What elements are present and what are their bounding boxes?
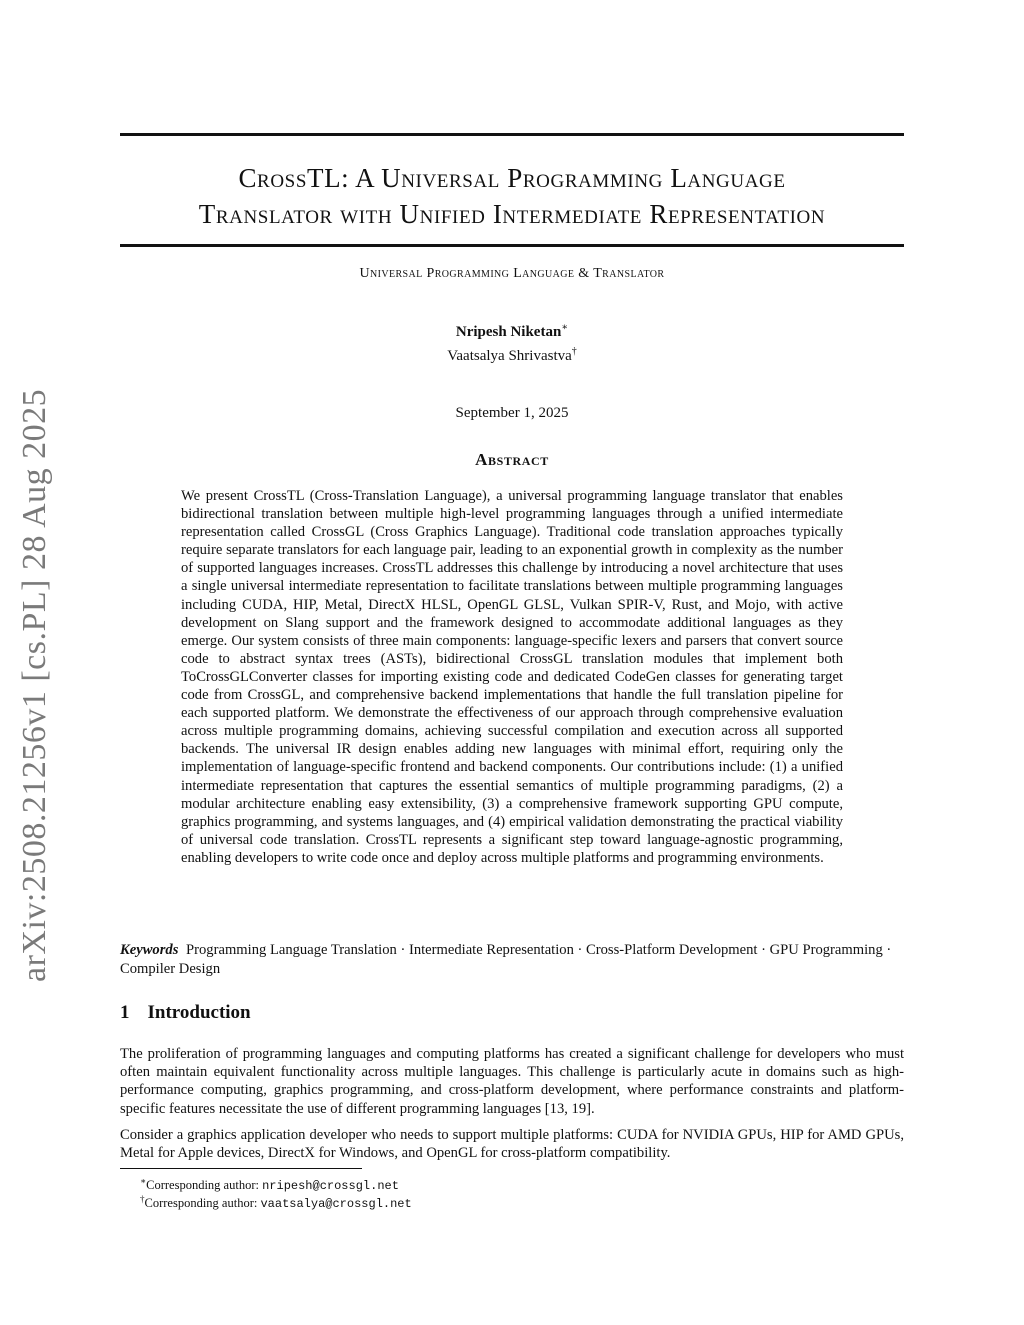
author-2-mark: † [571, 346, 577, 357]
footnote-1-mark: ∗ [140, 1176, 147, 1186]
running-title: Universal Programming Language & Translator [359, 266, 665, 281]
title-line-1: CrossTL: A Universal Programming Language [238, 163, 786, 193]
abstract-heading: Abstract [475, 450, 549, 469]
keywords-label: Keywords [120, 942, 179, 958]
arxiv-identifier-stamp: arXiv:2508.21256v1 [cs.PL] 28 Aug 2025 [16, 388, 53, 982]
section-number: 1 [120, 1002, 130, 1023]
publication-date: September 1, 2025 [455, 405, 569, 421]
footnote-rule [120, 1168, 362, 1169]
footnote-2-label: Corresponding author: [144, 1196, 258, 1211]
footnote-1-label: Corresponding author: [146, 1178, 259, 1193]
title-line-2: Translator with Unified Intermediate Representation [198, 199, 826, 229]
intro-paragraph-1: The proliferation of programming languages and computing platforms has created a significant challenge for developers who must often maintain equivalent functionality across multiple languages. This challenge is particularly acute in domains such as high-performance computing, graphics programming, and cross-platform development, where performance constraints and platform-specific features necessitate the use of different programming languages [13, 19]. [120, 1046, 904, 1117]
title-rule-top [120, 133, 904, 136]
footnote-2-mark: † [140, 1194, 145, 1204]
author-1-mark: ∗ [561, 322, 569, 333]
keywords-text: Programming Language Translation · Intermediate Representation · Cross-Platform Development · GPU Programming · Compiler Design [120, 942, 892, 977]
author-1-name: Nripesh Niketan [455, 324, 562, 340]
footnote-1-email[interactable]: nripesh@crossgl.net [262, 1179, 399, 1194]
author-2 [120, 342, 904, 366]
author-1 [120, 318, 904, 342]
footnote-2 [140, 1191, 904, 1212]
keywords-block [120, 941, 904, 978]
section-heading-introduction [120, 1002, 904, 1024]
abstract-text: We present CrossTL (Cross-Translation Language), a universal programming language translator that enables bidirectional translation between multiple high-level programming languages through a unified intermediate representation called CrossGL (Cross Graphics Language). Traditional code translation approaches typically require separate translators for each language pair, leading to an exponential growth in complexity as the number of supported languages increases. CrossTL addresses this challenge by introducing a novel architecture that uses a single universal intermediate representation to facilitate translations between multiple programming languages including CUDA, HIP, Metal, DirectX HLSL, OpenGL GLSL, Vulkan SPIR-V, Rust, and Mojo, with active development on Slang support and the framework designed to accommodate additional languages as they emerge. Our system consists of three main components: language-specific lexers and parsers that convert source code to abstract syntax trees (ASTs), bidirectional CrossGL translation modules that implement both ToCrossGLConverter classes for importing existing code and dedicated CodeGen classes for generating target code from CrossGL, and comprehensive backend implementations that handle the full translation pipeline for each supported platform. We demonstrate the effectiveness of our approach through comprehensive evaluation across multiple programming domains, achieving successful compilation and execution across all supported backends. The universal IR design enables adding new languages with minimal effort, requiring only the implementation of language-specific frontend and backend components. Our contributions include: (1) a unified intermediate representation that captures the essential semantics of multiple programming paradigms, (2) a modular architecture enabling easy extensibility, (3) a comprehensive framework supporting GPU compute, graphics programming, and systems languages, and (4) empirical validation demonstrating the practical viability of universal code translation. CrossTL represents a significant step toward language-agnostic programming, enabling developers to write code once and deploy across multiple platforms and programming environments. [181, 488, 843, 866]
footnote-2-email[interactable]: vaatsalya@crossgl.net [260, 1197, 412, 1212]
title-rule-bottom [120, 244, 904, 247]
author-block [120, 318, 904, 366]
section-title: Introduction [147, 1002, 251, 1023]
author-2-name: Vaatsalya Shrivastva [447, 348, 572, 364]
paper-title [120, 160, 904, 232]
intro-paragraph-2: Consider a graphics application developer who needs to support multiple platforms: CUDA for NVIDIA GPUs, HIP for AMD GPUs, Metal for Apple devices, DirectX for Windows, and OpenGL for cross-platform compatibility. [120, 1127, 904, 1162]
